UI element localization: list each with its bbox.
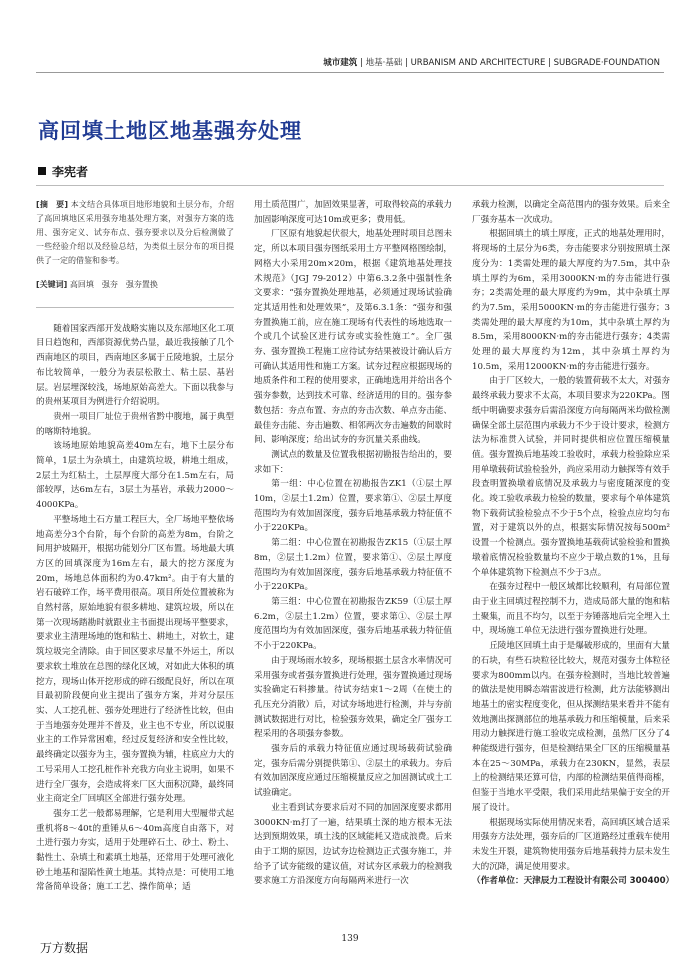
abstract-rule bbox=[36, 307, 234, 308]
body-paragraph: 平整场地土石方量工程巨大，全厂场地平整依场地高差分3个台阶，每个台阶的高差为8m，台阶之间用护坡隔开，根据功能划分厂区布置。场地最大填方区的回填深度为16m左右，最大的挖方深度为20m，场地总体面积约为0.47km²。由于有大量的岩石破碎工作，场平费用很高。项目所处位置被称为自然村落，原始地貌有很多耕地、建筑垃圾，所以在第一次现场踏勘时就跟业主书面提出现场平整要求，要求业主清理场地的饱和粘土、耕地土，对软土，建筑垃圾完全清除。由于回区要求尽量不外运土，所以要求软土堆放在总图的绿化区域，对如此大体积的填挖方，现场山体开挖形成的碎石级配良好，所以在项目最初阶段便向业主提出了强夯方案，并对分层压实、人工挖孔桩、强夯处理进行了经济性比较，但由于当地强夯处理并不普及，业主也不专业，所以说服业主的工作异常困难，经过反复经济和安全性比较，最终确定以强夯为主，强夯置换为辅，柱底应力大的工号采用人工挖孔桩作补充我方向业主说明，如果不进行全厂强夯，会造成将来厂区大面积沉降，最终同业主商定全厂回填区全部进行强夯处理。 bbox=[36, 514, 234, 805]
header-subsection-cn: 地基·基础 bbox=[365, 58, 403, 68]
body-paragraph: 根据现场实际使用情况来看，高回填区域合适采用强夯方法处理，强夯后的厂区道路经过重载车使用未发生开裂，建筑物使用强夯后地基载持力层未发生大的沉降，满足使用要求。 bbox=[472, 817, 670, 872]
author-unit: （作者单位：天津辰力工程设计有限公司 300400） bbox=[472, 876, 675, 887]
body-paragraph: 第二组：中心位置在初勘报告ZK15（①层土厚8m，②层土1.2m）位置，要求第①、②层土厚度范围均为有效加固深度，强夯后地基承载力特征值不小于220KPa。 bbox=[254, 538, 452, 593]
author-name: 李宪者 bbox=[52, 165, 89, 179]
author-line bbox=[38, 163, 88, 180]
body-paragraph: 测试点的数量及位置我根据初勘报告给出的，要求如下： bbox=[254, 449, 452, 475]
header-subsection-en: SUBGRADE·FOUNDATION bbox=[553, 58, 660, 68]
body-paragraph: 由于现场雨水较多，现场根据土层含水率情况可采用强夯或者强夯置换进行处理，强夯置换通过现场实验确定石料掺量。待试夯结束1～2周（在使土的孔压充分消散）后，对试夯场地进行检测，并与夯前测试数据进行对比，检验强夯效果，确定全厂强夯工程采用的各项强夯参数。 bbox=[254, 655, 452, 740]
column-1 bbox=[36, 198, 234, 895]
body-paragraph: 业主看到试夯要求后对不同的加固深度要求都用3000KN·m打了一遍，结果填土深的地方根本无法达到预期效果，填土浅的区域能耗又造成浪费。后来由于工期的原因，边试夯边检测边正式强夯施工，并给予了试夯能级的建议值，对试夯区承载力的检测我要求施工方沿深度方向每隔两米进行一次 bbox=[254, 802, 452, 887]
keywords-label: [关键词] bbox=[36, 280, 68, 289]
body-paragraph: 厂区原有地貌起伏很大，地基处理时项目总图未定，所以本项目强夯图纸采用土方平整网格图绘制，网格大小采用20m×20m，根据《建筑地基处理技术规范》（JGJ 79-2012）中第6.3.2条中强制性条文要求：“强夯置换处理地基，必须通过现场试验确定其适用性和处理效果”，及第6.3.1条：“强夯和强夯置换施工前，应在施工现场有代表性的场地选取一个或几个试验区进行试夯或实验性施工”。全厂强夯、强夯置换工程施工应待试夯结果被设计确认后方可确认其适用性和施工方案。试夯过程应根据现场的地质条件和工程的使用要求，正确地选用并给出各个强夯参数，达到技术可靠、经济适用的目的。强夯参数包括：夯点布置、夯点的夯击次数、单点夯击能、最佳夯击能、夯击遍数、相邻两次夯击遍数的间歇时间、影响深度；给出试夯的夯沉量关系曲线。 bbox=[254, 229, 452, 446]
body-paragraph: 根据回填土的填土厚度，正式的地基处理用时，将现场的土层分为6类，夯击能要求分别按照填土深度分为：1类需处理的最大厚度约为7.5m，其中杂填土厚约为6m，采用3000KN·m的夯击能进行强夯；2类需处理的最大厚度约为9m，其中杂填土厚约为7.5m，采用5000KN·m的夯击能进行强夯；3类需处理的最大厚度约为10m，其中杂填土厚约为8.5m，采用8000KN·m的夯击能进行强夯；4类需处理的最大厚度约为12m，其中杂填土厚约为10.5m，采用12000KN·m的夯击能进行强夯。 bbox=[472, 229, 670, 372]
abstract bbox=[36, 198, 234, 268]
body-paragraph: 在强夯过程中一般区域都比较顺利，有局部位置由于业主回填过程控制不力，造成局部大量的饱和粘土聚集，而且不均匀，以至于夯锤落地后完全埋入土中，现场施工单位无法进行强夯置换进行处理。 bbox=[472, 582, 670, 637]
keywords bbox=[36, 278, 234, 293]
header-section-cn: 城市建筑 bbox=[323, 58, 358, 68]
abstract-text: 本文结合具体项目地形地貌和土层分布，介绍了高回填地区采用强夯地基处理方案，对强夯方案的选用、强夯定义、试夯布点、强夯要求以及分后检测做了一些经验介绍以及经验总结，为类似土层分布的项目提供了一定的借鉴和参考。 bbox=[36, 200, 235, 265]
watermark-text: 万方数据 bbox=[40, 941, 89, 955]
body-paragraph: 强夯工艺一般都易理解，它是利用大型履带式起重机将8～40t的重锤从6～40m高度自由落下，对土进行强力夯实，适用于处理碎石土、砂土、粉土、黏性土、杂填土和素填土地基，还常用于处理可液化砂土地基和湿陷性黄土地基。其特点是：可使用工地常备简单设备；施工工艺、操作简单；适 bbox=[36, 808, 234, 893]
keywords-text: 高回填 强夯 强夯置换 bbox=[69, 280, 158, 289]
body-paragraph: 贵州一项目厂址位于贵州省黔中腹地，属于典型的喀斯特地貌。 bbox=[36, 411, 234, 437]
column-3 bbox=[472, 198, 675, 889]
body-paragraph: 丘陵地区回填土由于是爆破形成的，里面有大量的石块，有些石块粒径比较大，规范对强夯土体粒径要求为800mm以内。在强夯检测时，当地比较普遍的做法是使用瞬态端雷波进行检测，此方法能够测出地基土的密实程度变化，但从探测结果来看并不能有效地测出探测部位的地基承载力和压缩模量，后来采用动力触探进行施工验收完成检测，虽然厂区分了4种能级进行强夯，但是检测结果全厂区的压缩模量基本在25～30MPa，承载力在230KN，显然，表层上的检测结果还算可信，内部的检测结果值得商榷，但鉴于当地水平受限，我们采用此结果偏于安全的开展了设计。 bbox=[472, 641, 670, 813]
body-paragraph: 承载力检测，以确定全高范围内的强夯效果。后来全厂强夯基本一次成功。 bbox=[472, 200, 670, 225]
header-rule bbox=[36, 72, 664, 73]
article-title: 高回填土地区地基强夯处理 bbox=[38, 119, 302, 143]
title-rule bbox=[36, 185, 664, 186]
body-paragraph: 该场地原始地貌高差40m左右，地下土层分布简单，1层土为杂填土，由建筑垃圾，耕地土组成，2层土为红粘土，土层厚度大部分在1.5m左右，局部较厚，达6m左右，3层土为基岩，承载力2000～4000KPa。 bbox=[36, 441, 234, 511]
body-paragraph: 强夯后的承载力特征值应通过现场载荷试验确定，强夯后需分别提供第①、②层土的承载力。夯后有效加固深度应通过压缩模量反应之加固测试或土工试验确定。 bbox=[254, 744, 452, 799]
body-paragraph: 第三组：中心位置在初勘报告ZK59（①层土厚6.2m，②层土1.2m）位置，要求第①、②层土厚度范围均为有效加固深度，强夯后地基承载力特征值不小于220KPa。 bbox=[254, 596, 452, 652]
abstract-label: [摘 要] bbox=[36, 200, 69, 209]
header-section-en: URBANISM AND ARCHITECTURE bbox=[410, 58, 546, 68]
running-header: 城市建筑 | 地基·基础 | URBANISM AND ARCHITECTURE | SUBGRADE·FOUNDATION bbox=[323, 58, 660, 68]
body-paragraph: 第一组：中心位置在初勘报告ZK1（①层土厚10m，②层土1.2m）位置，要求第①、②层土厚度范围均为有效加固深度，强夯后地基承载力特征值不小于220KPa。 bbox=[254, 479, 452, 534]
body-paragraph: 由于厂区较大，一般的装置荷载不太大，对强夯最终承载力要求不太高，本项目要求为220KPa。图纸中明确要求强夯后需沿深度方向每隔两米均做检测确保全部土层范围内承载力不少于设计要求，检测方法为标准贯入试验，并同时提供相应位置压缩模量值。强夯置换后地基竣工验收时，承载力检验除应采用单墩载荷试验检验外，尚应采用动力触探等有效手段查明置换墩着底情况及承载力与密度随深度的变化。竣工验收承载力检验的数量，要求每个单体建筑物下载荷试验检验点不少于5个点，检验点应均匀布置，对于建筑以外的点，根据实际情况按每500m²设置一个检测点。强夯置换地基载荷试验检验和置换墩着底情况检验数量均不应少于墩点数的1%，且每个单体建筑物下检测点不少于3点。 bbox=[472, 376, 670, 578]
body-paragraph: 随着国家西部开发战略实施以及东部地区化工项目日趋饱和，西部资源优势凸显，最近我接触了几个西南地区的项目，西南地区多属于丘陵地貌，土层分布比较简单，一般分为表层松散土、粘土层、基岩层。岩层埋深较浅，场地原始高差大。下面以我参与的贵州某项目为例进行介绍说明。 bbox=[36, 323, 234, 408]
body-paragraph: 用土质范围广，加固效果显著，可取得较高的承载力加固影响深度可达10m或更多；费用低。 bbox=[254, 200, 452, 225]
page-number: 139 bbox=[341, 934, 359, 944]
author-bullet-icon bbox=[38, 167, 46, 175]
column-2 bbox=[254, 198, 452, 889]
